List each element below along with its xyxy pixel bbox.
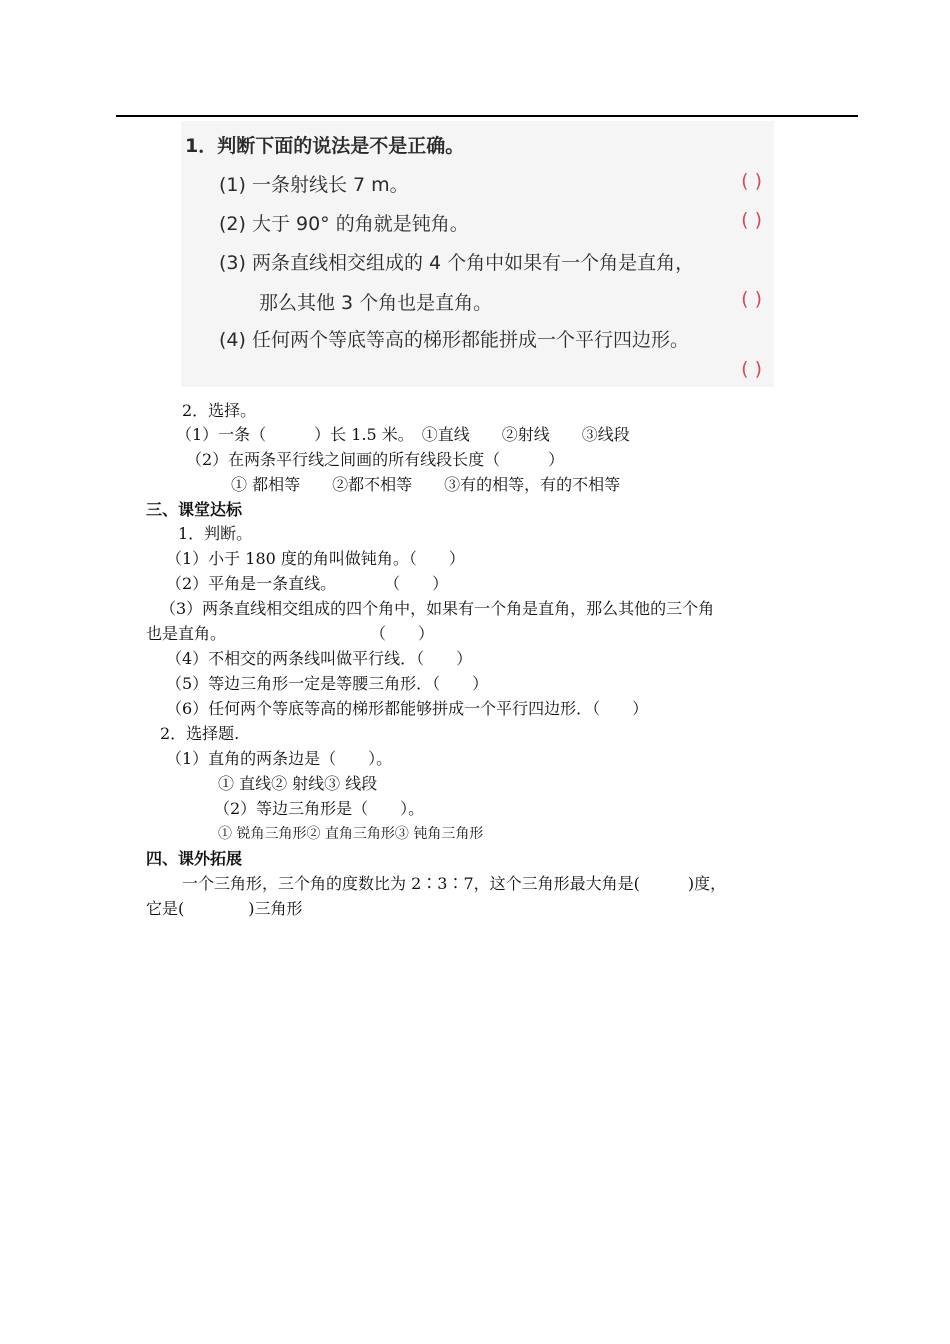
scanned-question-image <box>181 121 774 387</box>
section3-choice-title: 2．选择题. <box>160 724 240 743</box>
section3-heading: 三、课堂达标 <box>146 500 243 519</box>
choice-title: 2．选择。 <box>182 401 257 420</box>
scan-title: 1．判断下面的说法是不是正确。 <box>185 135 465 157</box>
choice-q2-options: ① 都相等 ②都不相等 ③有的相等，有的不相等 <box>231 475 621 494</box>
judge-item-6: （6）任何两个等底等高的梯形都能够拼成一个平行四边形．（ ） <box>166 699 649 718</box>
judge-item-5: （5）等边三角形一定是等腰三角形．（ ） <box>166 674 489 693</box>
scan-paren-3: ( ) <box>741 288 762 310</box>
section3-c2: （2）等边三角形是（ ）。 <box>214 799 425 818</box>
scan-paren-4: ( ) <box>741 358 762 380</box>
scan-paren-2: ( ) <box>741 209 762 231</box>
judge-item-1: （1）小于 180 度的角叫做钝角。（ ） <box>166 549 465 568</box>
choice-q1: （1）一条（ ）长 1.5 米。 ①直线 ②射线 ③线段 <box>176 425 630 444</box>
header-rule <box>116 115 858 117</box>
section4-line1: 一个三角形，三个角的度数比为 2∶3∶7，这个三角形最大角是( )度， <box>182 874 727 893</box>
scan-item-2: (2) 大于 90° 的角就是钝角。 <box>219 213 469 235</box>
scan-item-3-cont: 那么其他 3 个角也是直角。 <box>259 292 493 314</box>
scan-item-4: (4) 任何两个等底等高的梯形都能拼成一个平行四边形。 <box>219 329 689 351</box>
scan-paren-1: ( ) <box>741 170 762 192</box>
scan-item-1: (1) 一条射线长 7 m。 <box>219 174 409 196</box>
judge-item-3: （3）两条直线相交组成的四个角中，如果有一个角是直角，那么其他的三个角 <box>160 599 715 618</box>
section4-heading: 四、课外拓展 <box>146 849 243 868</box>
judge-item-2: （2）平角是一条直线。 （ ） <box>166 574 449 593</box>
choice-q2: （2）在两条平行线之间画的所有线段长度（ ） <box>186 450 565 469</box>
judge-title: 1．判断。 <box>178 524 253 543</box>
section3-c2-options: ① 锐角三角形② 直角三角形③ 钝角三角形 <box>218 826 484 842</box>
scan-item-3: (3) 两条直线相交组成的 4 个角中如果有一个角是直角， <box>219 252 695 274</box>
section3-c1: （1）直角的两条边是（ ）。 <box>166 749 393 768</box>
judge-item-4: （4）不相交的两条线叫做平行线．（ ） <box>166 649 473 668</box>
section3-c1-options: ① 直线② 射线③ 线段 <box>218 774 378 793</box>
section4-line2: 它是( )三角形 <box>146 899 303 918</box>
judge-item-3-cont: 也是直角。 （ ） <box>146 624 435 643</box>
